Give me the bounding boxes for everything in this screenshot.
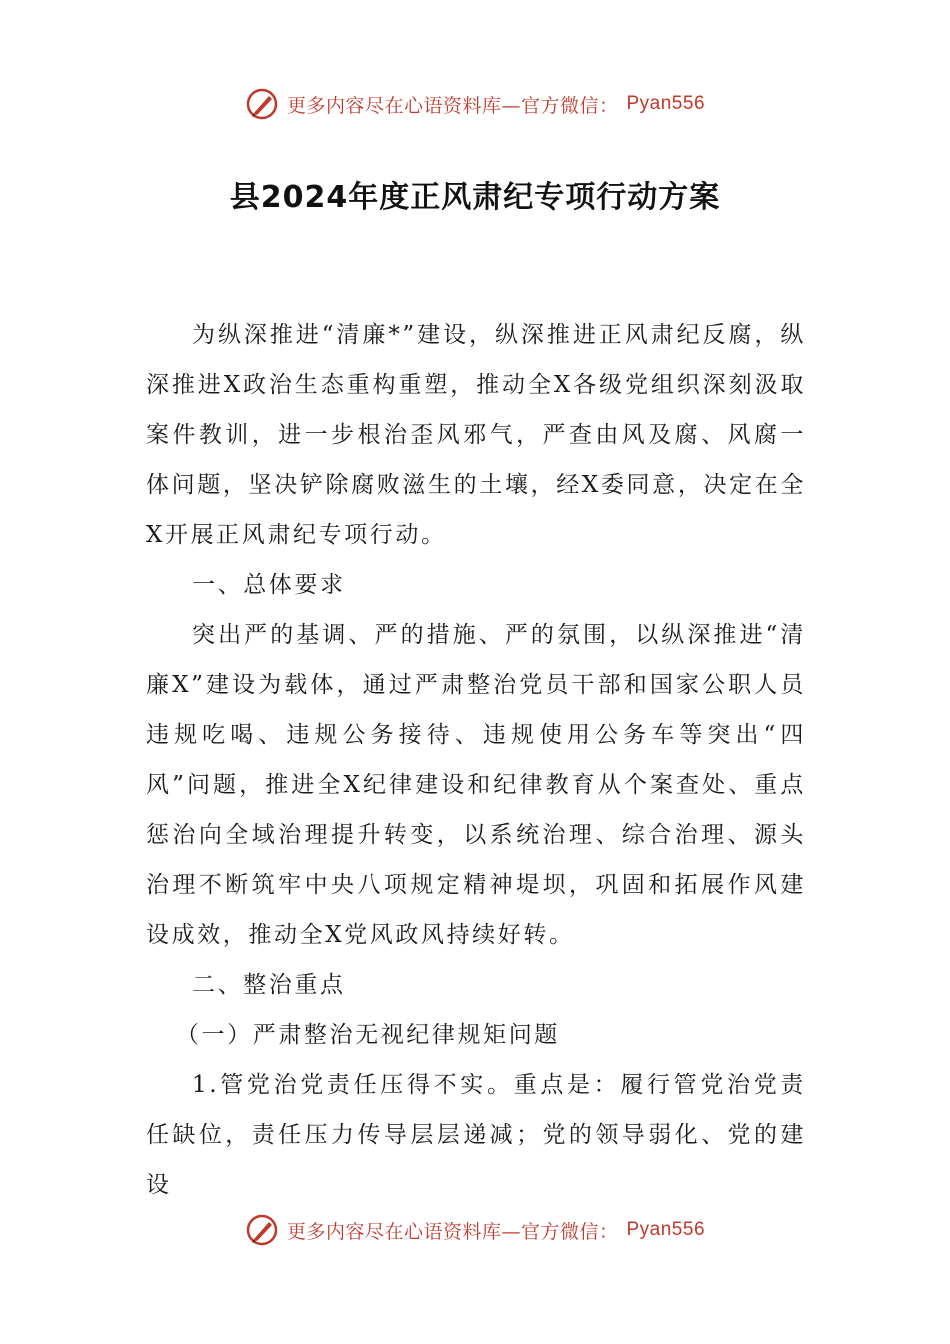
- watermark-text: 更多内容尽在心语资料库—官方微信：: [286, 1220, 619, 1243]
- watermark-handle: Pyan556: [626, 93, 706, 114]
- pen-logo-icon: [245, 87, 279, 121]
- document-title: 县2024年度正风肃纪专项行动方案: [229, 180, 721, 215]
- watermark-text: 更多内容尽在心语资料库—官方微信：: [286, 94, 619, 117]
- watermark-bottom: [0, 1210, 950, 1250]
- section-heading-general-requirements: 一、总体要求: [192, 572, 346, 598]
- item-paragraph-1: 1.管党治党责任压得不实。重点是：履行管党治党责任缺位，责任压力传导层层递减；党的领导弱化、党的建设: [146, 1072, 806, 1198]
- section-heading-focus: 二、整治重点: [192, 972, 346, 998]
- general-requirements-paragraph: 突出严的基调、严的措施、严的氛围，以纵深推进“清廉X”建设为载体，通过严肃整治党员干部和国家公职人员违规吃喝、违规公务接待、违规使用公务车等突出“四风”问题，推进全X纪律建设和纪律教育从个案查处、重点惩治向全域治理提升转变，以系统治理、综合治理、源头治理不断筑牢中央八项规定精神堤坝，巩固和拓展作风建设成效，推动全X党风政风持续好转。: [146, 622, 806, 948]
- watermark-top: [0, 84, 950, 124]
- intro-paragraph: 为纵深推进“清廉*”建设，纵深推进正风肃纪反腐，纵深推进X政治生态重构重塑，推动全X各级党组织深刻汲取案件教训，进一步根治歪风邪气，严查由风及腐、风腐一体问题，坚决铲除腐败滋生的土壤，经X委同意，决定在全X开展正风肃纪专项行动。: [146, 322, 806, 548]
- document-body: [146, 310, 806, 1210]
- watermark-handle: Pyan556: [626, 1219, 706, 1240]
- pen-logo-icon: [245, 1213, 279, 1247]
- subsection-heading-discipline: （一）严肃整治无视纪律规矩问题: [175, 1022, 560, 1048]
